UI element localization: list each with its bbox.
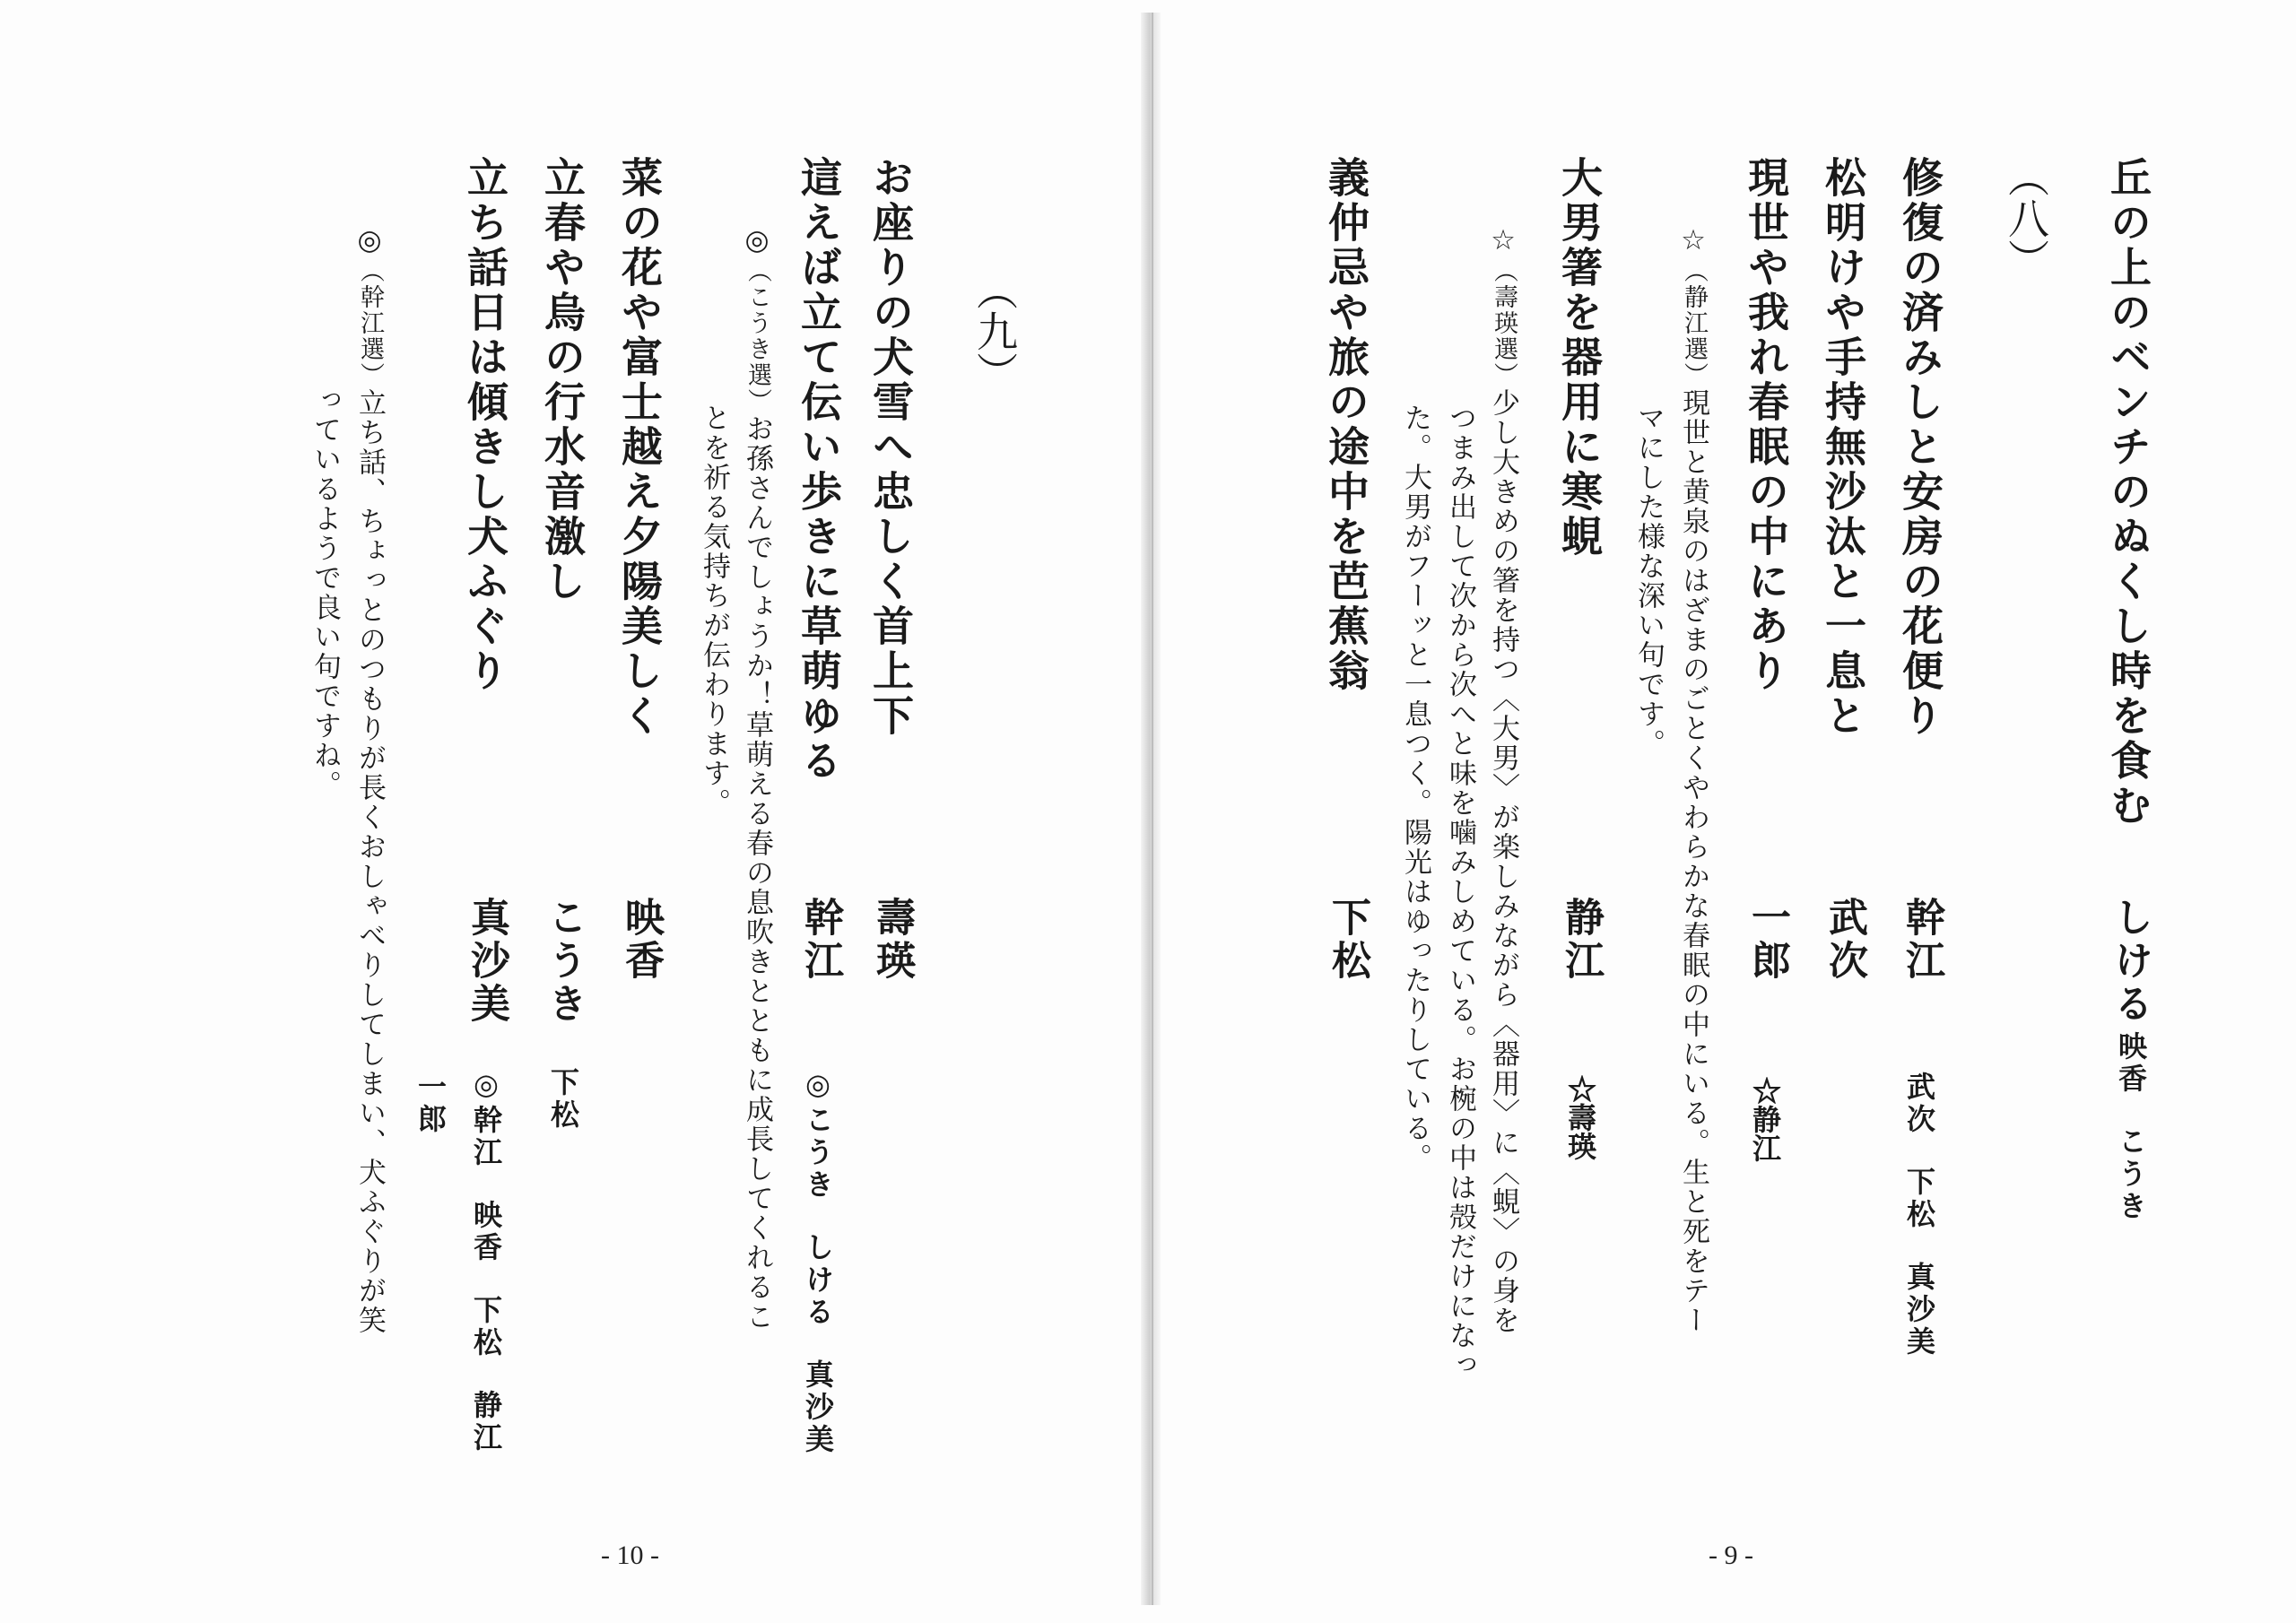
haiku-selectors <box>546 1067 580 1132</box>
selection-comment <box>353 224 386 1335</box>
selector-name: 武次 <box>1902 1072 1936 1136</box>
comment-tag: （壽瑛選） <box>1490 258 1518 388</box>
comment-tag: （静江選） <box>1680 258 1708 388</box>
selector-name: 下松 <box>546 1067 580 1132</box>
haiku-author: 壽瑛 <box>869 897 915 983</box>
selector-name: しける <box>801 1232 835 1329</box>
comment-continuation: つまみ出して次から次へと味を噛みしめている。お椀の中は殻だけになっ <box>1444 404 1476 1380</box>
haiku-author: 武次 <box>1822 897 1867 983</box>
selector-name: 静江 <box>469 1390 503 1454</box>
haiku-text: 菜の花や富士越え夕陽美しく <box>615 156 664 739</box>
selector-name: 真沙美 <box>801 1359 835 1456</box>
comment-continuation: とを祈る気持ちが伝わります。 <box>698 404 730 818</box>
star-selector: ☆壽瑛 <box>1563 1074 1597 1160</box>
haiku-text: 立春や烏の行水音激し <box>538 156 587 604</box>
comment-text: 現世と黄泉のはざまのごとくやわらかな春眠の中にいる。生と死をテー <box>1677 388 1709 1335</box>
haiku-text: 義仲忌や旅の途中を芭蕉翁 <box>1322 156 1370 694</box>
haiku-text: お座りの犬雪へ忠しく首上下 <box>866 156 915 739</box>
comment-mark: ◎ <box>353 224 386 258</box>
haiku-selectors <box>2114 1031 2148 1223</box>
haiku-text: 丘の上のベンチのぬくし時を食む <box>2104 156 2152 829</box>
selector-name: こうき <box>2114 1126 2148 1223</box>
comment-tag: （こうき選） <box>744 258 771 414</box>
haiku-author: 一郎 <box>1744 897 1790 983</box>
comment-mark: ◎ <box>741 224 773 258</box>
selector-name: 映香 <box>469 1200 503 1264</box>
gutter-fold-line <box>1152 13 1153 1605</box>
selection-comment <box>1679 224 1707 1335</box>
comment-text: お孫さんでしょうか！草萌える春の息吹きとともに成長してくれるこ <box>741 414 773 1332</box>
haiku-author: 真沙美 <box>464 897 509 1026</box>
comment-continuation: っているようで良い句ですね。 <box>309 386 341 800</box>
haiku-author: 下松 <box>1325 897 1370 983</box>
haiku-author: 幹江 <box>1899 897 1944 983</box>
haiku-author: 映香 <box>618 897 664 983</box>
page-number: - 10 - <box>601 1541 659 1570</box>
selector-name: ◎こうき <box>801 1067 835 1202</box>
haiku-author: 静江 <box>1558 897 1604 983</box>
haiku-author: しける <box>2107 897 2152 1026</box>
selector-name: 下松 <box>469 1295 503 1359</box>
selector-name: 真沙美 <box>1902 1262 1936 1358</box>
haiku-text: 松明けや手持無沙汰と一息と <box>1819 156 1867 739</box>
book-gutter <box>1141 13 1161 1605</box>
star-selector: ☆静江 <box>1748 1076 1782 1162</box>
haiku-selectors <box>1902 1072 1936 1358</box>
selector-name: ◎幹江 <box>469 1067 503 1169</box>
selector-name: 映香 <box>2114 1031 2148 1096</box>
haiku-text: 修復の済みしと安房の花便り <box>1896 156 1944 739</box>
haiku-author: 幹江 <box>797 897 843 983</box>
selector-continuation: 一郎 <box>413 1072 448 1136</box>
comment-tag: （幹江選） <box>356 258 384 388</box>
section-title: （九） <box>970 269 1019 393</box>
haiku-author: こうき <box>541 897 587 1026</box>
page-number: - 9 - <box>1709 1541 1753 1570</box>
comment-text: 少し大きめの箸を持つ〈大男〉が楽しみながら〈器用〉に〈蜆〉の身を <box>1487 388 1519 1335</box>
haiku-text: 立ち話日は傾きし犬ふぐり <box>461 156 509 694</box>
comment-mark: ☆ <box>1677 224 1709 258</box>
comment-continuation: マにした様な深い句です。 <box>1632 404 1665 759</box>
comment-text: 立ち話、ちょっとのつもりが長くおしゃべりしてしまい、犬ふぐりが笑 <box>353 388 386 1335</box>
haiku-selectors <box>801 1067 835 1456</box>
haiku-selectors <box>469 1067 503 1454</box>
selector-name: 下松 <box>1902 1167 1936 1231</box>
haiku-text: 現世や我れ春眠の中にあり <box>1742 156 1790 694</box>
comment-mark: ☆ <box>1487 224 1519 258</box>
haiku-text: 這えば立て伝い歩きに草萌ゆる <box>795 156 843 784</box>
section-title: （八） <box>2002 156 2050 280</box>
haiku-text: 大男箸を器用に寒蜆 <box>1555 156 1604 560</box>
comment-continuation: た。大男がフーッと一息つく。陽光はゆったりしている。 <box>1399 404 1431 1173</box>
selection-comment <box>741 224 773 1332</box>
selection-comment <box>1489 224 1517 1335</box>
